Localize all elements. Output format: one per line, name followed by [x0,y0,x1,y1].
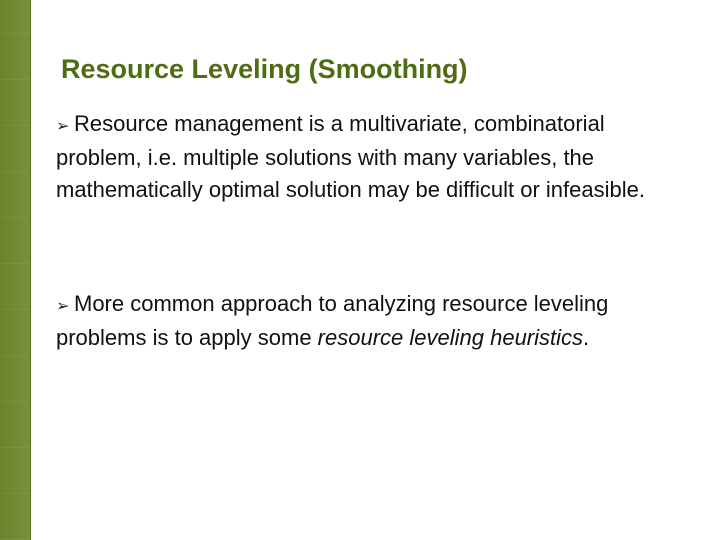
arrow-bullet-icon: ➢ [56,296,70,315]
slide-title: Resource Leveling (Smoothing) [61,54,468,84]
bullet-2-text: More common approach to analyzing resource leveling problems is to apply some [56,291,609,350]
bullet-item-2 [56,288,676,354]
bullet-1-text: Resource management is a multivariate, combinatorial problem, i.e. multiple solutions with many variables, the mathematically optimal solution may be difficult or infeasible. [56,111,645,202]
bullet-item-1 [56,108,676,206]
side-decorative-band [0,0,31,540]
arrow-bullet-icon: ➢ [56,116,70,135]
bullet-2-emphasis: resource leveling heuristics [317,325,584,350]
bullet-2-trailing: . [583,325,590,350]
